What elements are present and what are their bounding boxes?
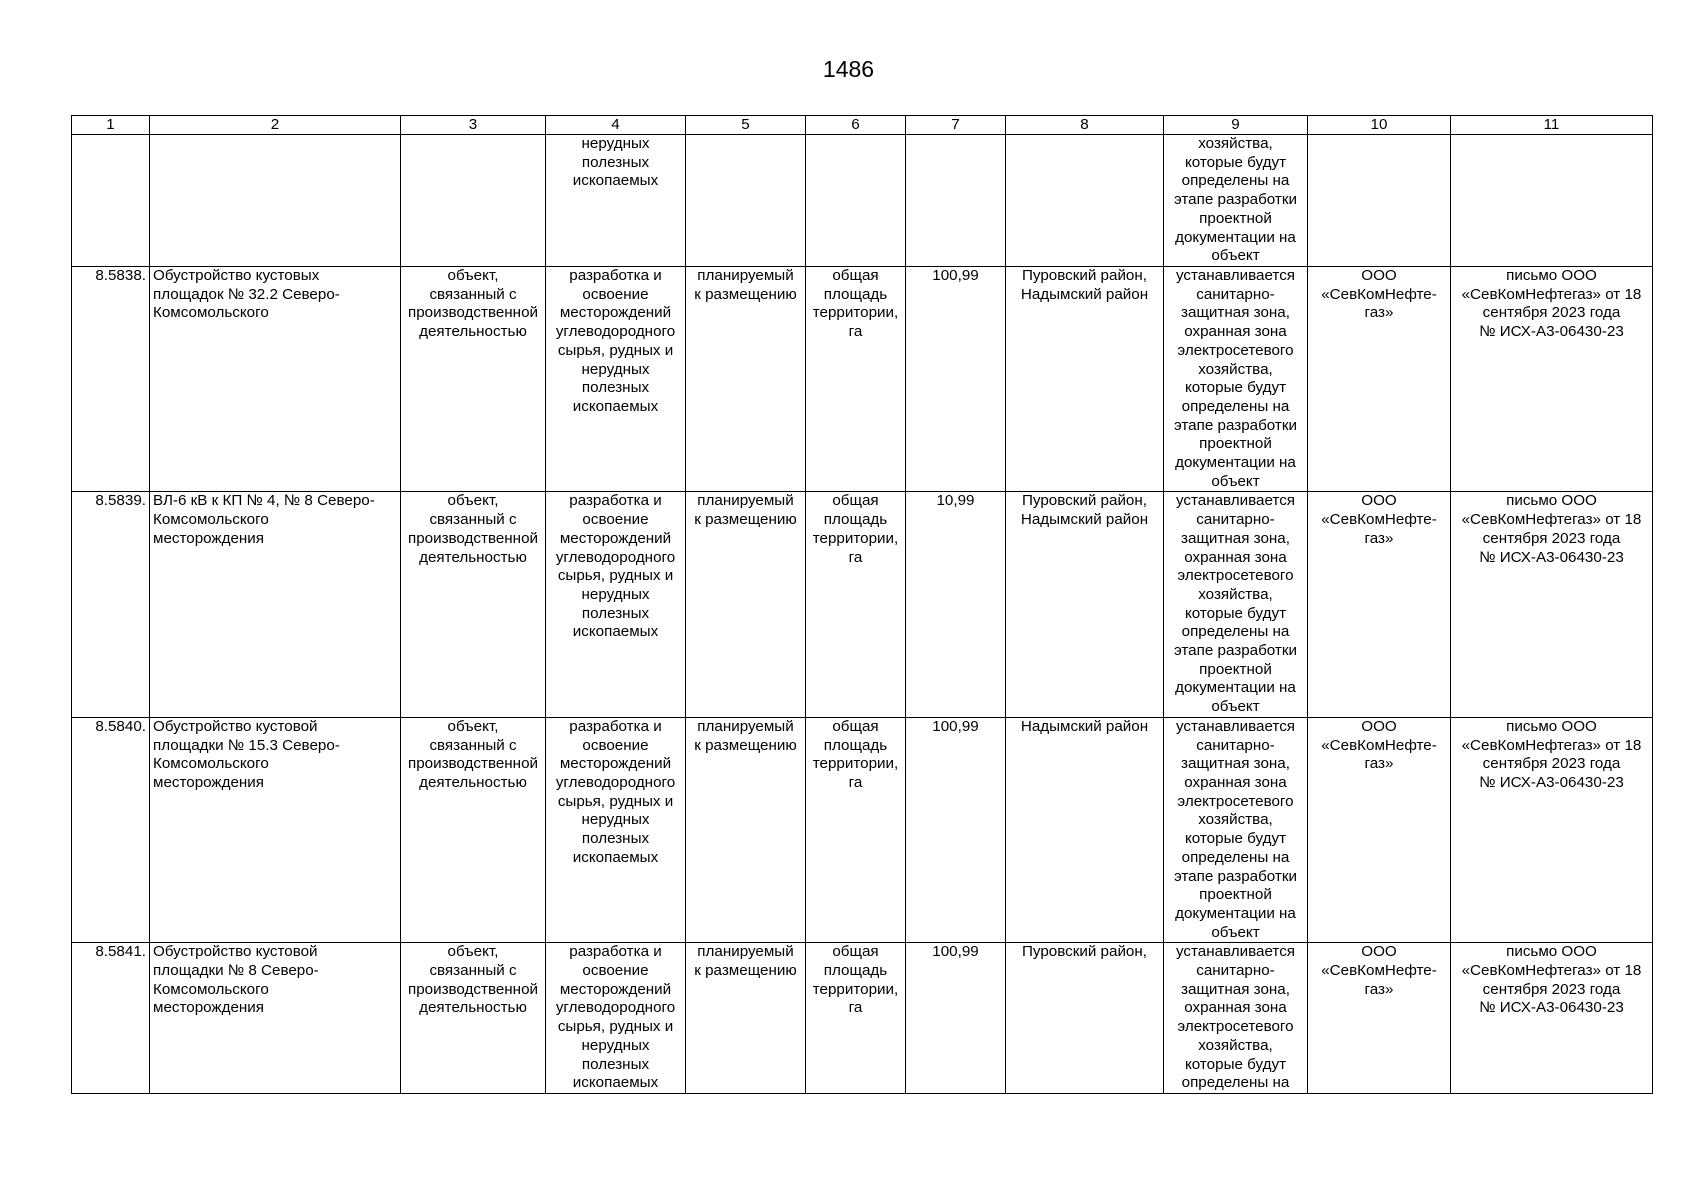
status-cell: планируемый к размещению bbox=[686, 492, 806, 717]
purpose-cell: разработка и освоение месторождений углеводородного сырья, рудных и нерудных полезных ископаемых bbox=[546, 943, 686, 1094]
status-cell: планируемый к размещению bbox=[686, 267, 806, 492]
column-header: 5 bbox=[686, 116, 806, 135]
column-header: 1 bbox=[72, 116, 150, 135]
object-type-cell: объект, связанный с производственной деятельностью bbox=[401, 492, 546, 717]
row-number-cell: 8.5839. bbox=[72, 492, 150, 717]
row-number-cell: 8.5841. bbox=[72, 943, 150, 1094]
value-cell: 10,99 bbox=[906, 492, 1006, 717]
table-row bbox=[72, 267, 1653, 492]
column-header: 7 bbox=[906, 116, 1006, 135]
purpose-cell: разработка и освоение месторождений углеводородного сырья, рудных и нерудных полезных ископаемых bbox=[546, 492, 686, 717]
status-cell: планируемый к размещению bbox=[686, 717, 806, 942]
column-header: 9 bbox=[1164, 116, 1308, 135]
table-cell bbox=[150, 135, 401, 267]
table-cell bbox=[1308, 135, 1451, 267]
column-header: 2 bbox=[150, 116, 401, 135]
purpose-cell: разработка и освоение месторождений углеводородного сырья, рудных и нерудных полезных ископаемых bbox=[546, 267, 686, 492]
object-type-cell: объект, связанный с производственной деятельностью bbox=[401, 717, 546, 942]
purpose-cell: нерудных полезных ископаемых bbox=[546, 135, 686, 267]
objects-table bbox=[71, 115, 1653, 1094]
object-name-cell: Обустройство кустовой площадки № 8 Северо- Комсомольского месторождения bbox=[150, 943, 401, 1094]
location-cell: Пуровский район, Надымский район bbox=[1006, 267, 1164, 492]
table-cell bbox=[806, 135, 906, 267]
table-row bbox=[72, 492, 1653, 717]
location-cell: Пуровский район, Надымский район bbox=[1006, 492, 1164, 717]
table-cell bbox=[1451, 135, 1653, 267]
characteristic-cell: общая площадь территории, га bbox=[806, 943, 906, 1094]
status-cell: планируемый к размещению bbox=[686, 943, 806, 1094]
continuation-row bbox=[72, 135, 1653, 267]
location-cell: Пуровский район, bbox=[1006, 943, 1164, 1094]
basis-cell: письмо ООО «СевКомНефтегаз» от 18 сентября 2023 года № ИСХ-А3-06430-23 bbox=[1451, 943, 1653, 1094]
column-header: 6 bbox=[806, 116, 906, 135]
zones-cell: устанавливается санитарно- защитная зона, охранная зона электросетевого хозяйства, которые будут определены на bbox=[1164, 943, 1308, 1094]
organization-cell: ООО «СевКомНефте- газ» bbox=[1308, 717, 1451, 942]
table-row bbox=[72, 943, 1653, 1094]
table-cell bbox=[686, 135, 806, 267]
characteristic-cell: общая площадь территории, га bbox=[806, 492, 906, 717]
characteristic-cell: общая площадь территории, га bbox=[806, 267, 906, 492]
organization-cell: ООО «СевКомНефте- газ» bbox=[1308, 492, 1451, 717]
column-header: 4 bbox=[546, 116, 686, 135]
table-row bbox=[72, 717, 1653, 942]
value-cell: 100,99 bbox=[906, 717, 1006, 942]
object-name-cell: Обустройство кустовой площадки № 15.3 Северо- Комсомольского месторождения bbox=[150, 717, 401, 942]
characteristic-cell: общая площадь территории, га bbox=[806, 717, 906, 942]
table-cell bbox=[906, 135, 1006, 267]
object-type-cell: объект, связанный с производственной деятельностью bbox=[401, 943, 546, 1094]
basis-cell: письмо ООО «СевКомНефтегаз» от 18 сентября 2023 года № ИСХ-А3-06430-23 bbox=[1451, 492, 1653, 717]
value-cell: 100,99 bbox=[906, 267, 1006, 492]
page-number: 1486 bbox=[822, 56, 875, 82]
table-cell bbox=[72, 135, 150, 267]
column-header: 11 bbox=[1451, 116, 1653, 135]
row-number-cell: 8.5838. bbox=[72, 267, 150, 492]
object-type-cell: объект, связанный с производственной деятельностью bbox=[401, 267, 546, 492]
table-cell bbox=[401, 135, 546, 267]
basis-cell: письмо ООО «СевКомНефтегаз» от 18 сентября 2023 года № ИСХ-А3-06430-23 bbox=[1451, 717, 1653, 942]
object-name-cell: ВЛ-6 кВ к КП № 4, № 8 Северо- Комсомольского месторождения bbox=[150, 492, 401, 717]
organization-cell: ООО «СевКомНефте- газ» bbox=[1308, 943, 1451, 1094]
column-header: 8 bbox=[1006, 116, 1164, 135]
location-cell: Надымский район bbox=[1006, 717, 1164, 942]
basis-cell: письмо ООО «СевКомНефтегаз» от 18 сентября 2023 года № ИСХ-А3-06430-23 bbox=[1451, 267, 1653, 492]
purpose-cell: разработка и освоение месторождений углеводородного сырья, рудных и нерудных полезных ископаемых bbox=[546, 717, 686, 942]
zones-cell: устанавливается санитарно- защитная зона, охранная зона электросетевого хозяйства, которые будут определены на этапе разработки проектной документации на объект bbox=[1164, 717, 1308, 942]
row-number-cell: 8.5840. bbox=[72, 717, 150, 942]
zones-cell: хозяйства, которые будут определены на этапе разработки проектной документации на объект bbox=[1164, 135, 1308, 267]
table-cell bbox=[1006, 135, 1164, 267]
value-cell: 100,99 bbox=[906, 943, 1006, 1094]
column-header: 3 bbox=[401, 116, 546, 135]
column-header: 10 bbox=[1308, 116, 1451, 135]
organization-cell: ООО «СевКомНефте- газ» bbox=[1308, 267, 1451, 492]
zones-cell: устанавливается санитарно- защитная зона, охранная зона электросетевого хозяйства, которые будут определены на этапе разработки проектной документации на объект bbox=[1164, 267, 1308, 492]
object-name-cell: Обустройство кустовых площадок № 32.2 Северо- Комсомольского bbox=[150, 267, 401, 492]
zones-cell: устанавливается санитарно- защитная зона, охранная зона электросетевого хозяйства, которые будут определены на этапе разработки проектной документации на объект bbox=[1164, 492, 1308, 717]
column-number-row bbox=[72, 116, 1653, 135]
